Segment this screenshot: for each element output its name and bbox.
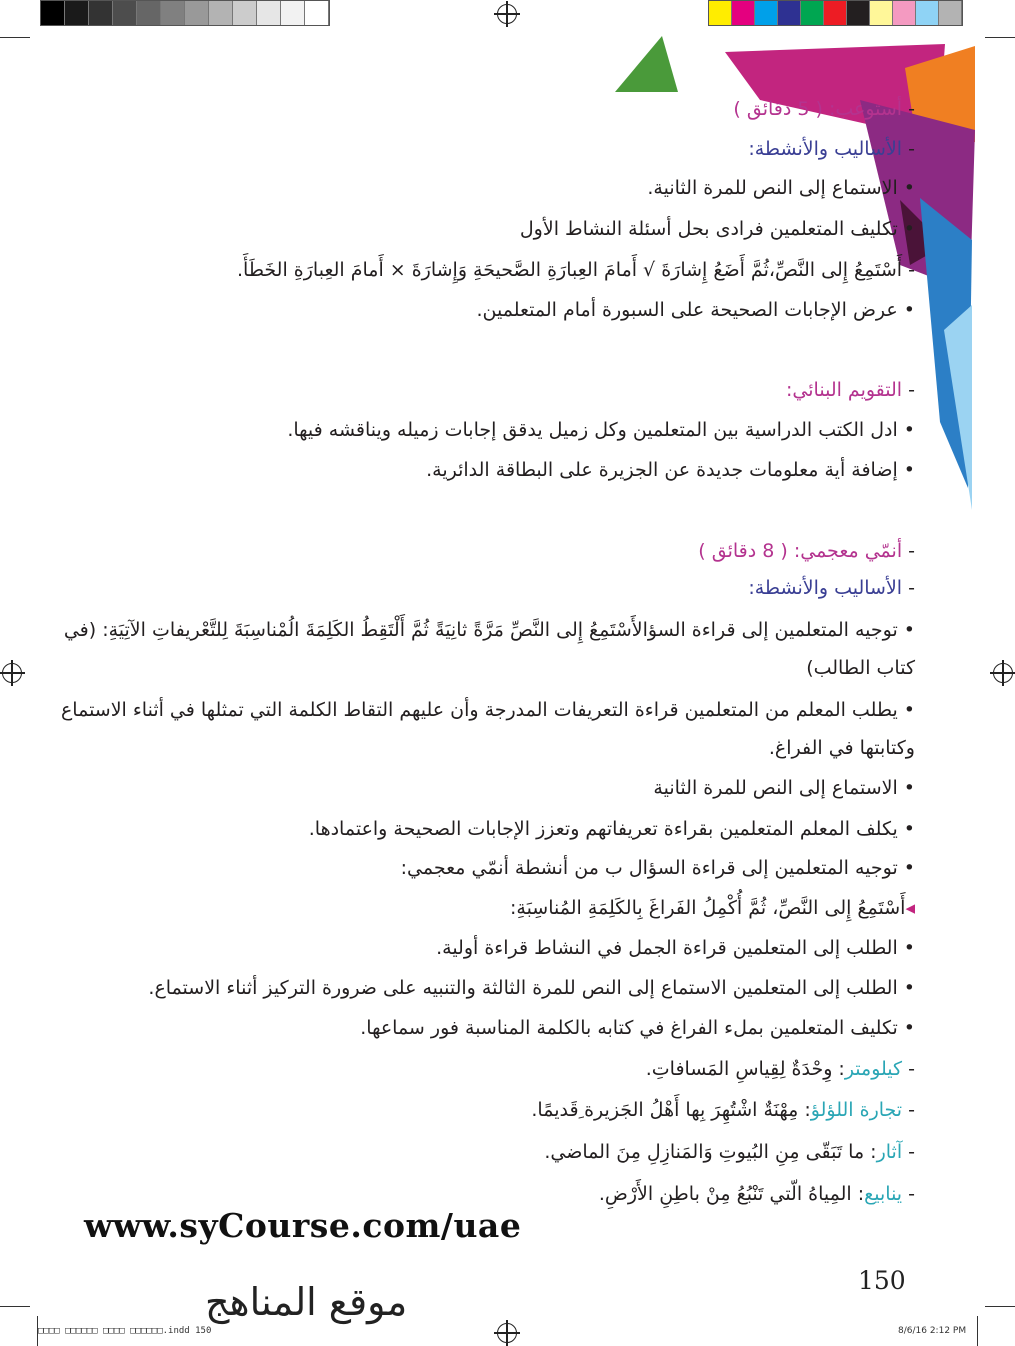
gray-swatch: [161, 1, 185, 25]
list-item: • الطلب إلى المتعلمين قراءة الجمل في النشاط قراءة أولية.: [436, 934, 915, 962]
gray-swatch: [113, 1, 137, 25]
color-swatch: [939, 1, 962, 25]
color-swatch: [824, 1, 847, 25]
list-item: • تكليف المتعلمين فرادى بحل أسئلة النشاط الأول: [520, 215, 915, 243]
activity-instruction: - أَسْتَمِعُ إِلى النَّصِّ،ثُمَّ أَضَعُ إِشارَةَ √ أَمامَ العِبارَةِ الصَّحيحَةِ وَإِشارَةَ × أَمامَ العِبارَةِ الخَطَأَ.: [237, 256, 915, 284]
site-logo-text: موقع المناهج: [205, 1280, 408, 1324]
list-item: • تكليف المتعلمين بملء الفراغ في كتابه بالكلمة المناسبة فور سماعها.: [360, 1014, 915, 1042]
crop-mark: [977, 1316, 978, 1346]
print-slug-filename: □□□□ □□□□□□ □□□□ □□□□□□.indd 150: [38, 1326, 212, 1336]
registration-mark-left-icon: [2, 663, 22, 683]
list-item: • الاستماع إلى النص للمرة الثانية.: [647, 174, 915, 202]
list-item: • عرض الإجابات الصحيحة على السبورة أمام المتعلمين.: [476, 296, 915, 324]
definition-item: [646, 1055, 915, 1083]
definition-term: ينابيع: [864, 1183, 903, 1205]
color-calibration-bar: [708, 0, 963, 26]
color-swatch: [916, 1, 939, 25]
definition-item: [531, 1096, 915, 1124]
color-swatch: [893, 1, 916, 25]
crop-mark: [0, 37, 30, 38]
activity-instruction-text: أَسْتَمِعُ إِلى النَّصِّ، ثُمَّ أُكْمِلُ الفَراغَ بِالكَلِمَةِ المُناسِبَةِ:: [509, 897, 906, 919]
gray-swatch: [209, 1, 233, 25]
gray-swatch: [257, 1, 281, 25]
color-swatch: [870, 1, 893, 25]
color-swatch: [732, 1, 755, 25]
gray-swatch: [65, 1, 89, 25]
section-heading-vocabulary: - أنمّي معجمي: ( 8 دقائق ): [698, 537, 915, 565]
registration-mark-top-icon: [497, 4, 517, 24]
color-swatch: [801, 1, 824, 25]
definition-text: : مِهْنَةٌ اشْتُهِرَ بِها أَهْلُ الجَزيرة ِقَديمًا.: [531, 1099, 811, 1121]
definition-text: : وِحْدَةٌ لِقِياسِ المَسافاتِ.: [645, 1058, 845, 1080]
definition-text: : ما تَبَقّى مِنِ البُيوتِ وَالمَنازِلِ مِنَ الماضي.: [544, 1141, 877, 1163]
list-item: • الاستماع إلى النص للمرة الثانية: [653, 774, 915, 802]
definition-term: آثار: [876, 1141, 903, 1163]
gray-swatch: [305, 1, 329, 25]
list-item: • يكلف المعلم المتعلمين بقراءة تعريفاتهم وتعزز الإجابات الصحيحة واعتمادها.: [309, 815, 915, 843]
list-item: • إضافة أية معلومات جديدة عن الجزيرة على البطاقة الدائرية.: [426, 456, 915, 484]
definition-term: تجارة اللؤلؤ: [810, 1099, 903, 1121]
website-watermark: www.syCourse.com/uae: [84, 1206, 522, 1245]
definition-term: كيلومتر: [844, 1058, 903, 1080]
page-number: 150: [858, 1266, 906, 1295]
definition-item: [599, 1180, 915, 1208]
color-swatch: [709, 1, 732, 25]
section-heading-absorb: - أستوعب: ( 5 دقائق ): [733, 95, 915, 123]
gray-swatch: [41, 1, 65, 25]
list-item: • الطلب إلى المتعلمين الاستماع إلى النص للمرة الثالثة والتنبيه على ضرورة التركيز أثناء الاستماع.: [148, 974, 915, 1002]
gray-swatch: [185, 1, 209, 25]
decorative-shape: [615, 36, 678, 92]
section-subheading-methods: - الأساليب والأنشطة:: [748, 135, 915, 163]
gray-swatch: [233, 1, 257, 25]
list-item: • يطلب المعلم من المتعلمين قراءة التعريفات المدرجة وأن عليهم التقاط الكلمة التي تمثلها في أثناء الاستماع: [61, 696, 915, 724]
triangle-bullet-icon: ◂: [905, 897, 915, 919]
color-swatch: [847, 1, 870, 25]
section-subheading-methods: - الأساليب والأنشطة:: [748, 574, 915, 602]
list-item: • توجيه المتعلمين إلى قراءة السؤالأَسْتَمِعُ إِلى النَّصِّ مَرَّةً ثانِيَةً ثُمَّ أَلْتَقِطُ الكَلِمَةَ الُمْناسِبَةَ لِلتَّعْريفاتِ الآتِيَةِ: (في: [64, 616, 915, 644]
print-slug-timestamp: 8/6/16 2:12 PM: [898, 1326, 967, 1336]
gray-swatch: [281, 1, 305, 25]
color-swatch: [778, 1, 801, 25]
crop-mark: [985, 1306, 1015, 1307]
list-item: • توجيه المتعلمين إلى قراءة السؤال ب من أنشطة أنمّي معجمي:: [401, 854, 915, 882]
list-item-continuation: وكتابتها في الفراغ.: [768, 737, 915, 759]
gray-swatch: [89, 1, 113, 25]
grayscale-calibration-bar: [40, 0, 330, 26]
definition-text: : المِياهُ الّتي تَنْبُعُ مِنْ باطِنِ الأَرْضِ.: [598, 1183, 865, 1205]
registration-mark-right-icon: [993, 663, 1013, 683]
section-heading-formative-assessment: - التقويم البنائي:: [786, 376, 915, 404]
activity-instruction: [510, 894, 915, 922]
gray-swatch: [137, 1, 161, 25]
registration-mark-bottom-icon: [497, 1323, 517, 1343]
color-swatch: [755, 1, 778, 25]
definition-item: [544, 1138, 915, 1166]
crop-mark: [0, 1306, 30, 1307]
list-item-continuation: كتاب الطالب): [806, 657, 915, 679]
list-item: • ادل الكتب الدراسية بين المتعلمين وكل زميل يدقق إجابات زميله ويناقشه فيها.: [287, 416, 915, 444]
